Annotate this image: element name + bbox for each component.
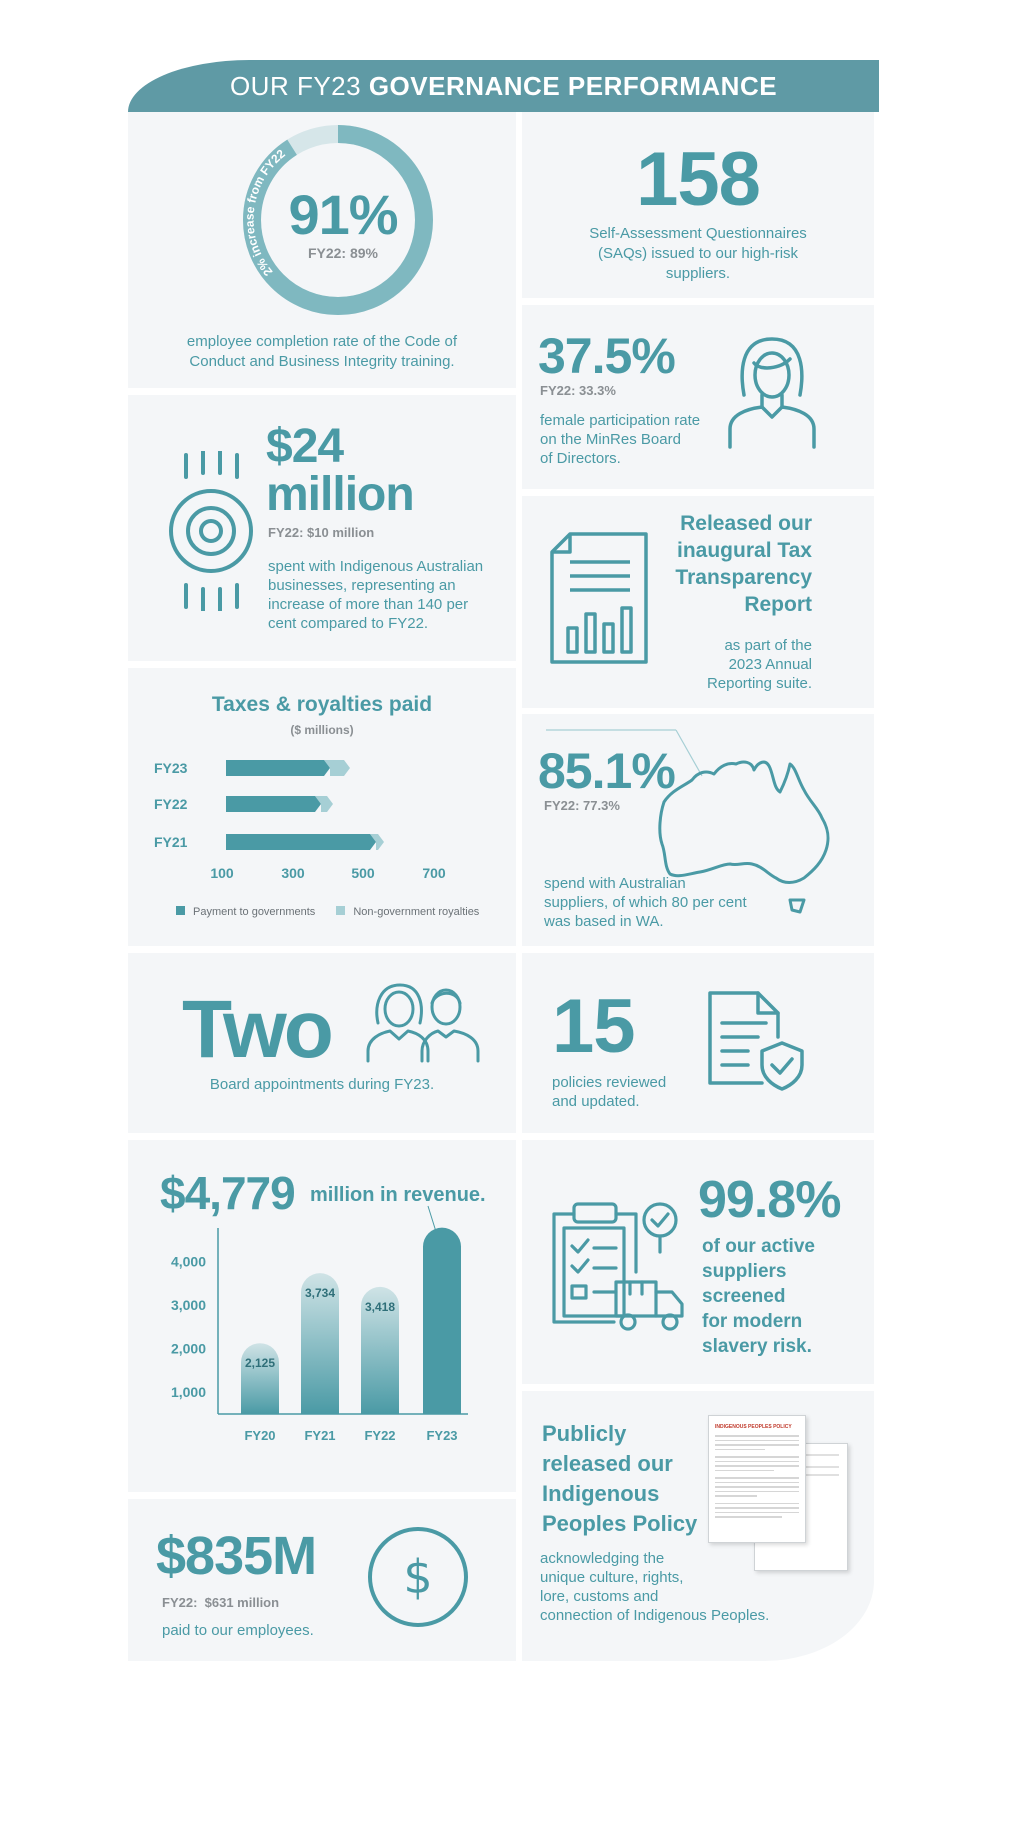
ip-policy-title-line4: Peoples Policy — [542, 1511, 698, 1536]
saqs-desc-line1: Self-Assessment Questionnaires — [589, 225, 807, 242]
x-tick-label: 300 — [281, 865, 305, 881]
x-tick-label: FY22 — [364, 1428, 396, 1443]
indigenous-spend-desc-line1: spent with Indigenous Australian — [268, 558, 484, 575]
saqs-panel — [522, 112, 874, 298]
wages-desc: paid to our employees. — [162, 1622, 314, 1639]
legend-label-royalties: Non-government royalties — [353, 906, 480, 918]
tax-report-desc-line2: 2023 Annual — [728, 656, 812, 673]
training-desc-line2: Conduct and Business Integrity training. — [189, 353, 455, 370]
x-tick-label: 100 — [210, 865, 234, 881]
woman-icon — [722, 333, 822, 453]
australia-prior: FY22: 77.3% — [544, 798, 620, 813]
bar-governments — [226, 796, 321, 812]
tax-report-title-line4: Report — [744, 593, 812, 616]
y-tick-label: 4,000 — [170, 1253, 206, 1270]
policies-value: 15 — [552, 984, 635, 1069]
ring-label: 2% increase from FY22 — [242, 146, 288, 279]
indigenous-spend-desc-line3: increase of more than 140 per — [268, 596, 469, 613]
wages-prior-value: $631 million — [204, 1595, 280, 1610]
australia-desc-line1: spend with Australian — [544, 875, 686, 892]
taxes-chart-panel — [128, 668, 516, 946]
indigenous-spend-desc-line4: cent compared to FY22. — [268, 615, 429, 632]
y-tick-label: 2,000 — [170, 1340, 206, 1357]
board-value: Two — [182, 984, 331, 1075]
policies-panel — [522, 953, 874, 1133]
revenue-bar — [423, 1228, 461, 1414]
taxes-chart — [128, 668, 516, 946]
ip-policy-title-line1: Publicly — [542, 1421, 627, 1446]
slavery-desc-line4: for modern — [702, 1311, 803, 1332]
training-desc-line1: employee completion rate of the Code of — [186, 333, 458, 350]
indigenous-spend-desc-line2: businesses, representing an — [268, 577, 456, 594]
ip-policy-title-line2: released our — [542, 1451, 673, 1476]
board-desc: Board appointments during FY23. — [209, 1076, 435, 1093]
indigenous-spend-panel — [128, 395, 516, 661]
saqs-value: 158 — [636, 137, 760, 222]
svg-text:$: $ — [403, 1550, 433, 1604]
people-icon — [366, 981, 482, 1063]
x-tick-label: FY23 — [426, 1428, 458, 1443]
bar-governments — [226, 834, 376, 850]
page-title: OUR FY23 GOVERNANCE PERFORMANCE — [229, 71, 778, 101]
tax-report-title-line3: Transparency — [675, 566, 812, 589]
dollar-icon — [366, 1525, 470, 1629]
ip-policy-desc-line2: unique culture, rights, — [540, 1569, 684, 1586]
tax-report-desc-line1: as part of the — [724, 637, 812, 654]
training-value: 91% — [288, 183, 398, 246]
board-panel — [128, 953, 516, 1133]
bar-value-label: 3,418 — [364, 1299, 396, 1314]
australia-value: 85.1% — [538, 743, 675, 799]
policy-document-front — [708, 1415, 806, 1543]
saqs-desc-line2: (SAQs) issued to our high-risk — [597, 245, 799, 262]
policies-desc-line2: and updated. — [552, 1093, 640, 1110]
y-tick-label: 1,000 — [170, 1384, 206, 1401]
revenue-panel — [128, 1140, 516, 1492]
policy-document-heading: INDIGENOUS PEOPLES POLICY — [715, 1424, 792, 1430]
legend-swatch-governments — [176, 906, 185, 915]
ip-policy-panel — [522, 1391, 874, 1661]
target-icon — [166, 451, 256, 611]
tax-report-desc-line3: Reporting suite. — [706, 675, 812, 692]
bar-value-label: 3,734 — [304, 1286, 336, 1301]
indigenous-spend-prior: FY22: $10 million — [268, 525, 375, 540]
indigenous-spend-value-line2: million — [266, 468, 414, 521]
slavery-value: 99.8% — [698, 1171, 841, 1229]
ip-policy-title-line3: Indigenous — [542, 1481, 660, 1506]
indigenous-spend-value-line1: $24 — [266, 420, 344, 473]
ip-policy-desc-line3: lore, customs and — [540, 1588, 659, 1605]
slavery-desc-line1: of our active — [702, 1236, 815, 1257]
bar-category-label: FY22 — [154, 796, 188, 812]
taxes-chart-title: Taxes & royalties paid — [211, 693, 433, 716]
report-document-icon — [550, 532, 650, 666]
slavery-desc-line2: suppliers — [702, 1261, 787, 1282]
female-desc-line1: female participation rate — [540, 412, 701, 429]
x-tick-label: 500 — [351, 865, 375, 881]
revenue-chart — [128, 1140, 516, 1492]
training-prior: FY22: 89% — [307, 245, 379, 261]
ip-policy-desc-line1: acknowledging the — [540, 1550, 665, 1567]
female-desc-line2: on the MinRes Board — [540, 431, 681, 448]
clipboard-truck-icon — [546, 1198, 690, 1338]
australia-panel — [522, 714, 874, 946]
saqs-desc-line3: suppliers. — [665, 265, 731, 282]
female-desc-line3: of Directors. — [540, 450, 621, 467]
taxes-chart-subtitle: ($ millions) — [290, 723, 354, 737]
slavery-panel — [522, 1140, 874, 1384]
bar-value-label: 2,125 — [244, 1356, 276, 1371]
legend-label-governments: Payment to governments — [193, 906, 316, 918]
revenue-leader-line — [428, 1206, 436, 1232]
wages-prior-label: FY22: — [162, 1595, 198, 1610]
revenue-bar — [241, 1343, 279, 1414]
policies-desc-line1: policies reviewed — [552, 1074, 667, 1091]
revenue-value: $4,779 — [160, 1167, 295, 1219]
australia-desc-line3: was based in WA. — [544, 913, 664, 930]
australia-desc-line2: suppliers, of which 80 per cent — [544, 894, 747, 911]
bar-category-label: FY21 — [154, 834, 188, 850]
training-panel — [128, 112, 516, 388]
legend-swatch-royalties — [336, 906, 345, 915]
slavery-desc-line5: slavery risk. — [702, 1336, 812, 1357]
y-tick-label: 3,000 — [170, 1297, 206, 1314]
tax-report-panel — [522, 496, 874, 708]
policy-shield-icon — [702, 987, 806, 1091]
ip-policy-desc-line4: connection of Indigenous Peoples. — [540, 1607, 770, 1624]
revenue-suffix: million in revenue. — [310, 1184, 486, 1206]
x-tick-label: 700 — [422, 865, 446, 881]
page-header — [128, 60, 879, 112]
wages-panel — [128, 1499, 516, 1661]
female-panel — [522, 305, 874, 489]
female-prior: FY22: 33.3% — [540, 383, 616, 398]
tax-report-title-line1: Released our — [680, 512, 812, 535]
tax-report-title-line2: inaugural Tax — [677, 539, 812, 562]
bar-governments — [226, 760, 330, 776]
bar-category-label: FY23 — [154, 760, 188, 776]
female-value: 37.5% — [538, 328, 675, 384]
x-tick-label: FY21 — [304, 1428, 336, 1443]
x-tick-label: FY20 — [244, 1428, 276, 1443]
slavery-desc-line3: screened — [702, 1286, 786, 1307]
wages-value: $835M — [156, 1526, 317, 1586]
